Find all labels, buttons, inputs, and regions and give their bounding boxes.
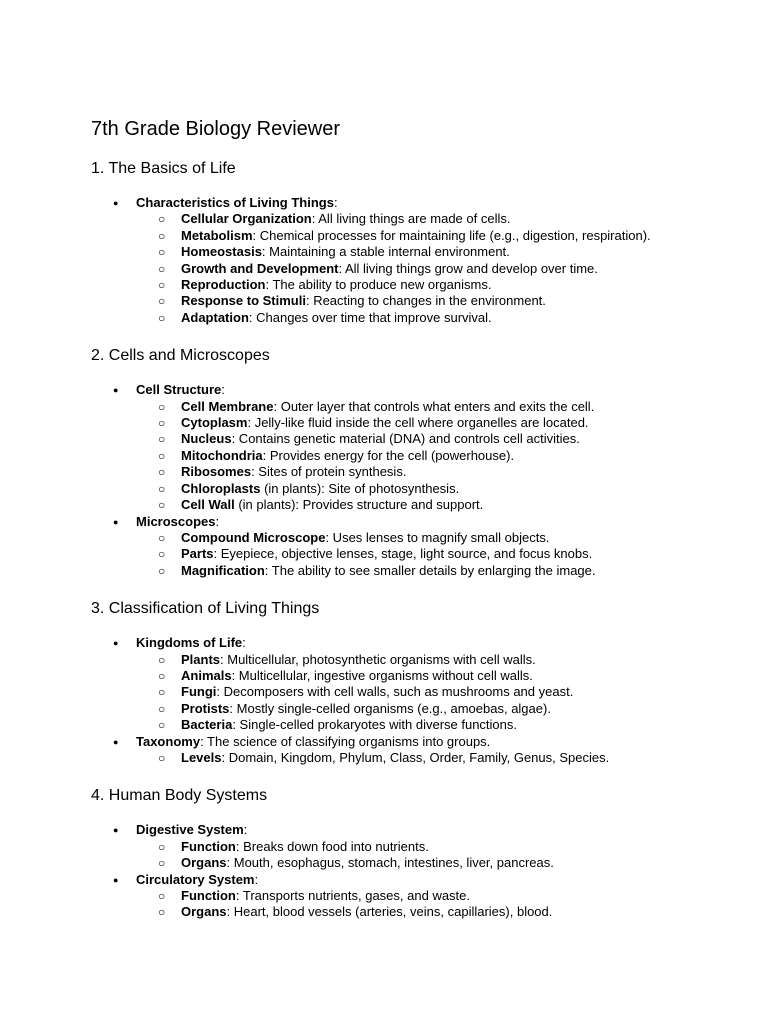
bullet-text: : The science of classifying organisms into groups. [200,733,491,749]
section-4 [91,786,731,920]
sub-bullet-text: : Heart, blood vessels (arteries, veins, capillaries), blood. [226,904,553,920]
bullet-item [91,872,731,921]
sub-bullet-term: Function [181,838,236,854]
sub-bullet-text: : Uses lenses to magnify small objects. [325,529,550,545]
sub-bullet-list [136,399,731,514]
sub-bullet-item [136,701,731,717]
sub-bullet-item [136,431,731,447]
sub-bullet-text: : Single-celled prokaryotes with diverse functions. [232,717,518,733]
sub-bullet-item [136,546,731,562]
sub-bullet-term: Homeostasis [181,244,262,260]
sub-bullet-item [136,530,731,546]
document-page [91,116,731,921]
bullet-text: : [215,513,220,529]
sub-bullet-text: : Outer layer that controls what enters and exits the cell. [273,398,595,414]
sub-bullet-term: Cell Membrane [181,398,274,414]
bullet-text: : [242,635,246,651]
sub-bullet-text: : Transports nutrients, gases, and waste. [235,888,471,903]
sub-bullet-list [136,839,731,872]
sub-bullet-text: : Maintaining a stable internal environment. [261,244,510,260]
bullet-item [91,822,731,871]
document-body [91,159,731,921]
bullet-term: Taxonomy [136,733,201,749]
section-heading: 3. Classification of Living Things [91,600,320,618]
sub-bullet-list [136,652,731,734]
sub-bullet-item [136,668,731,684]
sub-bullet-item [136,839,731,855]
sub-bullet-text: : Chemical processes for maintaining life (e.g., digestion, respiration). [252,227,651,243]
section-heading: 2. Cells and Microscopes [91,347,270,365]
sub-bullet-term: Parts [181,546,214,562]
sub-bullet-text: : All living things are made of cells. [311,211,511,227]
bullet-term: Circulatory System [136,871,255,887]
sub-bullet-item [136,497,731,513]
sub-bullet-term: Bacteria [181,717,233,733]
sub-bullet-list [136,530,731,579]
sub-bullet-item [136,415,731,431]
sub-bullet-text: : Provides energy for the cell (powerhouse). [262,447,515,463]
sub-bullet-text: (in plants): Site of photosynthesis. [260,480,460,496]
sub-bullet-term: Metabolism [181,227,253,243]
section-2 [91,346,731,579]
sub-bullet-text: (in plants): Provides structure and support. [234,497,484,513]
bullet-term: Characteristics of Living Things [136,195,334,210]
sub-bullet-term: Organs [181,855,227,871]
section-heading: 4. Human Body Systems [91,787,268,805]
sub-bullet-item [136,228,731,244]
sub-bullet-term: Animals [181,667,232,683]
sub-bullet-term: Nucleus [181,431,232,447]
bullet-item [91,635,731,733]
sub-bullet-list [136,750,731,766]
sub-bullet-text: : The ability to produce new organisms. [265,277,492,293]
sub-bullet-term: Cytoplasm [181,415,248,431]
sub-bullet-item [136,855,731,871]
bullet-text: : [333,195,338,210]
bullet-item [91,734,731,767]
sub-bullet-item [136,399,731,415]
sub-bullet-item [136,481,731,497]
sub-bullet-term: Organs [181,904,227,920]
sub-bullet-text: : Reacting to changes in the environment. [305,293,546,309]
sub-bullet-term: Fungi [181,684,217,700]
sub-bullet-text: : The ability to see smaller details by enlarging the image. [264,562,596,578]
bullet-term: Microscopes [136,513,216,529]
sub-bullet-item [136,310,731,326]
sub-bullet-list [136,888,731,921]
sub-bullet-term: Compound Microscope [181,529,326,545]
bullet-term: Kingdoms of Life [136,635,243,651]
sub-bullet-text: : Mouth, esophagus, stomach, intestines, liver, pancreas. [226,855,554,871]
sub-bullet-text: : Domain, Kingdom, Phylum, Class, Order, Family, Genus, Species. [221,749,610,765]
sub-bullet-term: Reproduction [181,277,266,293]
bullet-list [91,635,731,766]
section-3 [91,599,731,766]
bullet-list [91,822,731,920]
sub-bullet-item [136,563,731,579]
bullet-item [91,195,731,326]
sub-bullet-text: : Contains genetic material (DNA) and controls cell activities. [231,431,580,447]
sub-bullet-term: Mitochondria [181,447,263,463]
sub-bullet-term: Response to Stimuli [181,293,306,309]
sub-bullet-text: : Sites of protein synthesis. [251,464,407,480]
sub-bullet-list [136,211,731,326]
sub-bullet-item [136,684,731,700]
bullet-item [91,514,731,580]
bullet-item [91,382,731,513]
sub-bullet-term: Levels [181,749,222,765]
sub-bullet-item [136,904,731,920]
sub-bullet-term: Ribosomes [181,464,252,480]
sub-bullet-text: : Breaks down food into nutrients. [235,838,429,854]
sub-bullet-text: : Jelly-like fluid inside the cell where organelles are located. [247,415,589,431]
bullet-text: : [254,871,259,887]
sub-bullet-term: Cell Wall [181,497,235,513]
sub-bullet-text: : Eyepiece, objective lenses, stage, light source, and focus knobs. [213,546,593,562]
sub-bullet-text: : All living things grow and develop over time. [338,260,598,276]
sub-bullet-term: Chloroplasts [181,480,261,496]
sub-bullet-text: : Multicellular, ingestive organisms without cell walls. [231,667,533,683]
sub-bullet-item [136,464,731,480]
sub-bullet-term: Growth and Development [181,260,339,276]
sub-bullet-text: : Multicellular, photosynthetic organisms with cell walls. [220,651,536,667]
sub-bullet-item [136,211,731,227]
bullet-list [91,382,731,579]
bullet-term: Cell Structure [136,382,222,398]
section-heading: 1. The Basics of Life [91,160,236,177]
sub-bullet-item [136,277,731,293]
sub-bullet-item [136,750,731,766]
sub-bullet-item [136,888,731,904]
sub-bullet-term: Cellular Organization [181,211,312,227]
bullet-text: : [221,382,225,398]
sub-bullet-item [136,652,731,668]
sub-bullet-item [136,244,731,260]
sub-bullet-term: Function [181,888,236,903]
sub-bullet-term: Adaptation [181,309,249,325]
sub-bullet-text: : Decomposers with cell walls, such as mushrooms and yeast. [216,684,574,700]
sub-bullet-term: Protists [181,700,230,716]
sub-bullet-item [136,293,731,309]
document-title: 7th Grade Biology Reviewer [91,118,341,140]
sub-bullet-item [136,717,731,733]
sub-bullet-term: Plants [181,651,221,667]
bullet-list [91,195,731,326]
section-1 [91,159,731,326]
sub-bullet-text: : Mostly single-celled organisms (e.g., amoebas, algae). [229,700,551,716]
sub-bullet-term: Magnification [181,562,265,578]
sub-bullet-item [136,261,731,277]
bullet-term: Digestive System [136,822,244,838]
sub-bullet-text: : Changes over time that improve survival. [248,309,492,325]
sub-bullet-item [136,448,731,464]
bullet-text: : [243,822,248,838]
